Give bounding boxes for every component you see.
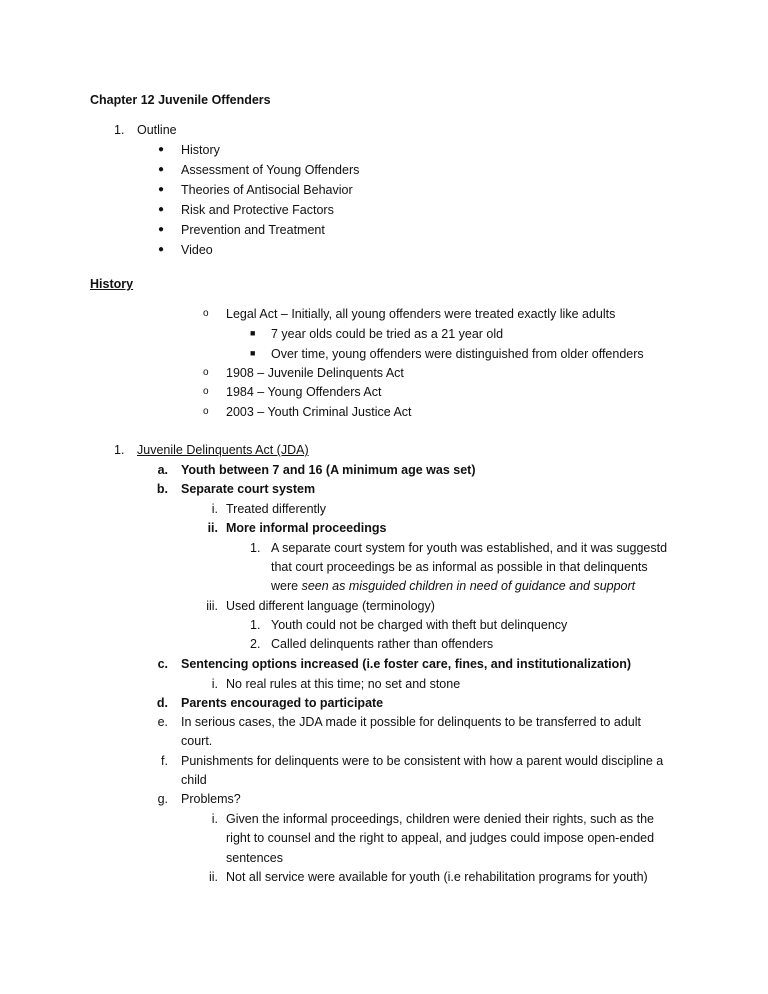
jda-item-e: In serious cases, the JDA made it possible for delinquents to be transferred to adult xyxy=(181,715,641,729)
jda-paragraph-line: Youth could not be charged with theft but delinquency xyxy=(271,618,568,632)
jda-item-c: Sentencing options increased (i.e foster care, fines, and institutionalization) xyxy=(181,657,632,671)
page-title: Chapter 12 Juvenile Offenders xyxy=(90,93,271,107)
list-marker: g. xyxy=(157,792,168,806)
circle-bullet-icon: o xyxy=(203,367,209,378)
circle-bullet-icon: o xyxy=(203,406,209,417)
jda-item-d: Parents encouraged to participate xyxy=(181,696,384,710)
jda-subitem: No real rules at this time; no set and stone xyxy=(226,677,461,691)
square-bullet-icon: ■ xyxy=(250,328,256,338)
list-marker: i. xyxy=(211,812,218,826)
outline-label: Outline xyxy=(137,123,177,137)
list-marker: ii. xyxy=(208,870,218,884)
list-marker: c. xyxy=(157,657,168,671)
list-marker: 1. xyxy=(114,123,125,137)
plain-text: were xyxy=(271,579,302,593)
jda-item-g: Problems? xyxy=(181,792,241,806)
bullet-icon: ● xyxy=(158,224,165,235)
jda-paragraph-line: that court proceedings be as informal as possible in that delinquents xyxy=(271,560,648,574)
list-marker: a. xyxy=(157,463,168,477)
circle-bullet-icon: o xyxy=(203,308,209,319)
section-heading-jda: Juvenile Delinquents Act (JDA) xyxy=(137,443,309,457)
list-marker: i. xyxy=(211,502,218,516)
outline-item: Assessment of Young Offenders xyxy=(181,163,360,177)
jda-paragraph-line xyxy=(271,578,635,594)
history-subitem: Over time, young offenders were distinguished from older offenders xyxy=(271,347,644,361)
jda-item-b: Separate court system xyxy=(181,482,316,496)
list-marker: b. xyxy=(156,482,168,496)
jda-paragraph-line: A separate court system for youth was established, and it was suggestd xyxy=(271,541,668,555)
list-marker: 1. xyxy=(250,618,261,632)
jda-subitem: Not all service were available for youth (i.e rehabilitation programs for youth) xyxy=(226,870,648,884)
jda-item-f: Punishments for delinquents were to be consistent with how a parent would discipline a xyxy=(181,754,664,768)
jda-paragraph-line: right to counsel and the right to appeal, and judges could impose open-ended xyxy=(226,831,655,845)
square-bullet-icon: ■ xyxy=(250,348,256,358)
section-heading-history: History xyxy=(90,277,134,291)
list-marker: 2. xyxy=(250,637,261,651)
jda-item-f-cont: child xyxy=(181,773,207,787)
outline-item: Theories of Antisocial Behavior xyxy=(181,183,353,197)
list-marker: d. xyxy=(156,696,168,710)
outline-item: Video xyxy=(181,243,213,257)
jda-item-e-cont: court. xyxy=(181,734,213,748)
list-marker: f. xyxy=(161,754,168,768)
list-marker: 1. xyxy=(114,443,125,457)
jda-paragraph-line: Given the informal proceedings, children were denied their rights, such as the xyxy=(226,812,655,826)
list-marker: 1. xyxy=(250,541,261,555)
jda-subitem: Treated differently xyxy=(226,502,327,516)
bullet-icon: ● xyxy=(158,204,165,215)
list-marker: iii. xyxy=(206,599,218,613)
outline-item: History xyxy=(181,143,220,157)
list-marker: i. xyxy=(211,677,218,691)
bullet-icon: ● xyxy=(158,244,165,255)
bullet-icon: ● xyxy=(158,184,165,195)
list-marker: e. xyxy=(157,715,168,729)
bullet-icon: ● xyxy=(158,164,165,175)
jda-paragraph-line: Called delinquents rather than offenders xyxy=(271,637,494,651)
history-item: Legal Act – Initially, all young offenders were treated exactly like adults xyxy=(226,307,616,321)
history-item: 1984 – Young Offenders Act xyxy=(226,385,382,399)
emphasis-text: seen as misguided children in need of guidance and support xyxy=(301,579,636,593)
outline-item: Prevention and Treatment xyxy=(181,223,325,237)
list-marker: ii. xyxy=(207,521,218,535)
bullet-icon: ● xyxy=(158,144,165,155)
jda-subitem: Used different language (terminology) xyxy=(226,599,435,613)
history-item: 1908 – Juvenile Delinquents Act xyxy=(226,366,404,380)
history-subitem: 7 year olds could be tried as a 21 year old xyxy=(271,327,504,341)
jda-paragraph-line: sentences xyxy=(226,851,283,865)
jda-subitem: More informal proceedings xyxy=(226,521,387,535)
jda-item-a: Youth between 7 and 16 (A minimum age was set) xyxy=(181,463,476,477)
outline-item: Risk and Protective Factors xyxy=(181,203,334,217)
history-item: 2003 – Youth Criminal Justice Act xyxy=(226,405,412,419)
circle-bullet-icon: o xyxy=(203,386,209,397)
